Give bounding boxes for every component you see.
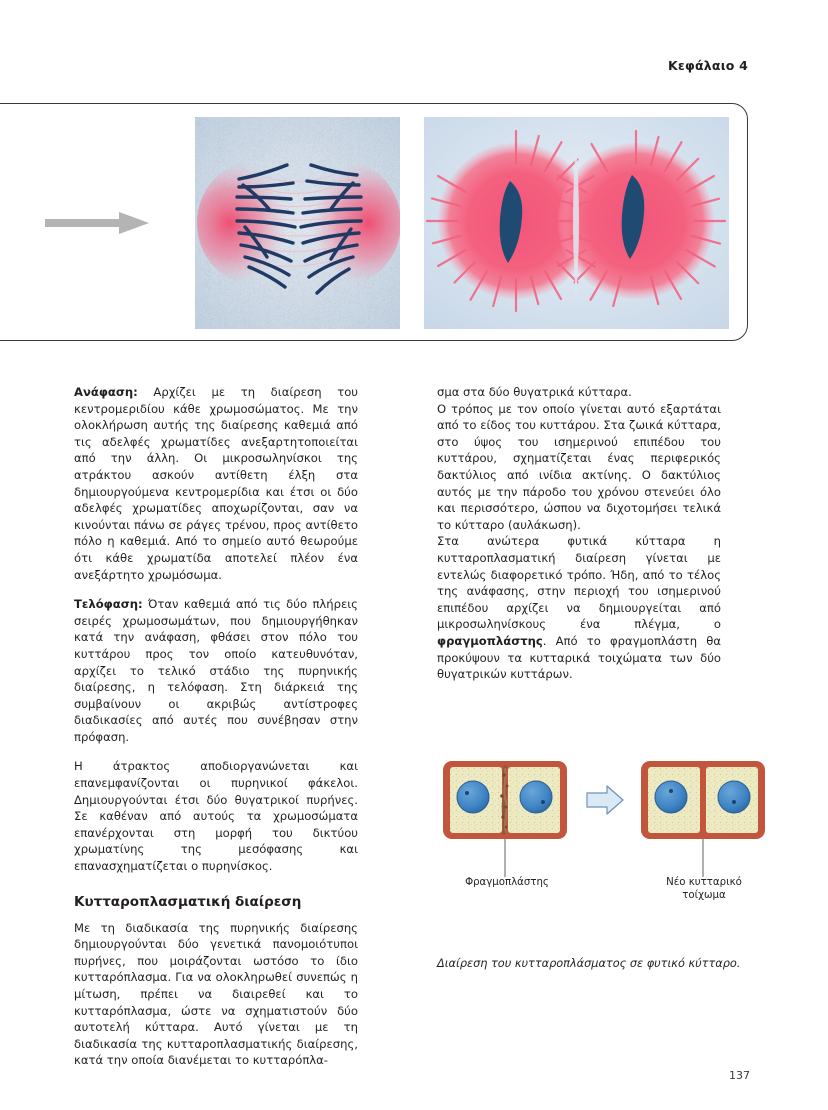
top-figure-frame	[0, 103, 748, 341]
figure-caption-bottom: Διαίρεση του κυτταροπλάσματος σε φυτικό κύτταρο.	[437, 957, 741, 970]
diagram-label-new-cell-wall-line2: τοίχωμα	[682, 889, 726, 901]
body-column-left	[74, 384, 358, 1069]
paragraph-telophase-text: Όταν καθεμιά από τις δύο πλήρεις σειρές χρωμοσωμάτων, που δημιουργήθηκαν κατά την ανάφαση, φθάσει στον πόλο του κυττάρου προς τον οποίο κατευθυνόταν, αρχίζει το τελικό στάδιο της πυρηνικής διαίρεσης, η τελόφαση. Στη διάρκειά της συμβαίνουν οι ακριβώς αντίστροφες διαδικασίες από αυτές που συνέβησαν στην πρόφαση.	[74, 597, 358, 744]
diagram-cell-divided	[641, 761, 765, 839]
paragraph-telophase-continued: Η άτρακτος αποδιοργανώνεται και επανεμφανίζονται οι πυρηνικοί φάκελοι. Δημιουργούνται έτσι δύο θυγατρικοί πυρήνες. Σε καθέναν από αυτούς τα χρωμοσώματα επανέρχονται στη μορφή του δικτύου χρωματίνης της μεσόφασης και επανασχηματίζεται ο πυρηνίσκος.	[74, 759, 358, 874]
run-in-label-anaphase: Ανάφαση:	[74, 385, 138, 399]
paragraph-cytokinesis-continued-b: Ο τρόπος με τον οποίο γίνεται αυτό εξαρτάται από το είδος του κυττάρου. Στα ζωικά κύτταρα, στο ύψος του ισημερινού επιπέδου του κυττάρου, σχηματίζεται ένας περιφερικός δακτύλιος από ινίδια ακτίνης. Ο δακτύλιος αυτός με την πάροδο του χρόνου στενεύει όλο και περισσότερο, ώσπου να διχοτομήσει τελικά το κύτταρο (αυλάκωση).	[437, 401, 721, 532]
paragraph-anaphase-text: Αρχίζει με τη διαίρεση του κεντρομεριδίου κάθε χρωμοσώματος. Με την ολοκλήρωση αυτής της διαίρεσης καθεμιά από τις αδελφές χρωματίδες ανεξαρτητοποιείται από την άλλη. Οι μικροσωληνίσκοι της ατράκτου ασκούν αντίθετη έλξη στα δημιουργούμενα κεντρομερίδια και έτσι οι δύο αδελφές χρωματίδες αποχωρίζονται, σαν να κινούνται πάνω σε ράγες τρένου, προς αντίθετο πόλο η καθεμιά. Από το σημείο αυτό θεωρούμε ότι κάθε χρωματίδα αποτελεί πλέον ένα ανεξάρτητο χρωμόσωμα.	[74, 385, 358, 582]
diagram-label-phragmoplast: Φραγμοπλάστης	[465, 877, 549, 888]
running-head-chapter: Κεφάλαιο 4	[667, 58, 748, 73]
paragraph-cytokinesis-continued-a: σμα στα δύο θυγατρικά κύτταρα.	[437, 385, 632, 399]
telophase-micrograph	[424, 117, 729, 329]
diagram-cell-with-phragmoplast	[443, 761, 567, 839]
paragraph-telophase	[74, 596, 358, 745]
page-number: 137	[729, 1069, 750, 1082]
right-arrow-icon	[45, 210, 149, 236]
anaphase-micrograph	[195, 117, 400, 329]
section-heading-cytokinesis: Κυτταροπλασματική διαίρεση	[74, 893, 302, 910]
paragraph-plant-cytokinesis	[437, 533, 721, 682]
diagram-label-new-cell-wall	[637, 877, 771, 902]
diagram-label-new-cell-wall-line1: Νέο κυτταρικό	[666, 877, 742, 888]
term-phragmoplast: φραγμοπλάστης	[437, 633, 543, 648]
right-block-arrow-icon	[587, 786, 623, 814]
paragraph-anaphase	[74, 384, 358, 583]
paragraph-cytokinesis: Με τη διαδικασία της πυρηνικής διαίρεσης δημιουργούνται δύο γενετικά πανομοιότυποι πυρήνες, που μοιράζονται ωστόσο το ίδιο κυτταρόπλασμα. Για να ολοκληρωθεί συνεπώς η μίτωση, πρέπει να διαιρεθεί και το κυτταρόπλασμα, ώστε να σχηματιστούν δύο αυτοτελή κύτταρα. Αυτό γίνεται με τη διαδικασία της κυτταροπλασματικής διαίρεσης, κατά την οποία διανέμεται το κυτταρόπλα-	[74, 920, 358, 1068]
body-column-right	[437, 384, 721, 696]
plant-cytokinesis-text-before: Στα ανώτερα φυτικά κύτταρα η κυτταροπλασματική διαίρεση γίνεται με εντελώς διαφορετικό τρόπο. Ήδη, από το τέλος της ανάφασης, στην περιοχή του ισημερινού επιπέδου αρχίζει να δημιουργείται από μικροσωληνίσκους ένα πλέγμα, ο	[437, 534, 721, 632]
plant-cytokinesis-diagram	[437, 755, 777, 935]
plant-cytokinesis-text-after: . Από το φραγμοπλάστη θα προκύψουν τα κυτταρικά τοιχώματα των δύο θυγατρικών κυττάρων.	[437, 633, 721, 682]
run-in-label-telophase: Τελόφαση:	[74, 597, 143, 612]
